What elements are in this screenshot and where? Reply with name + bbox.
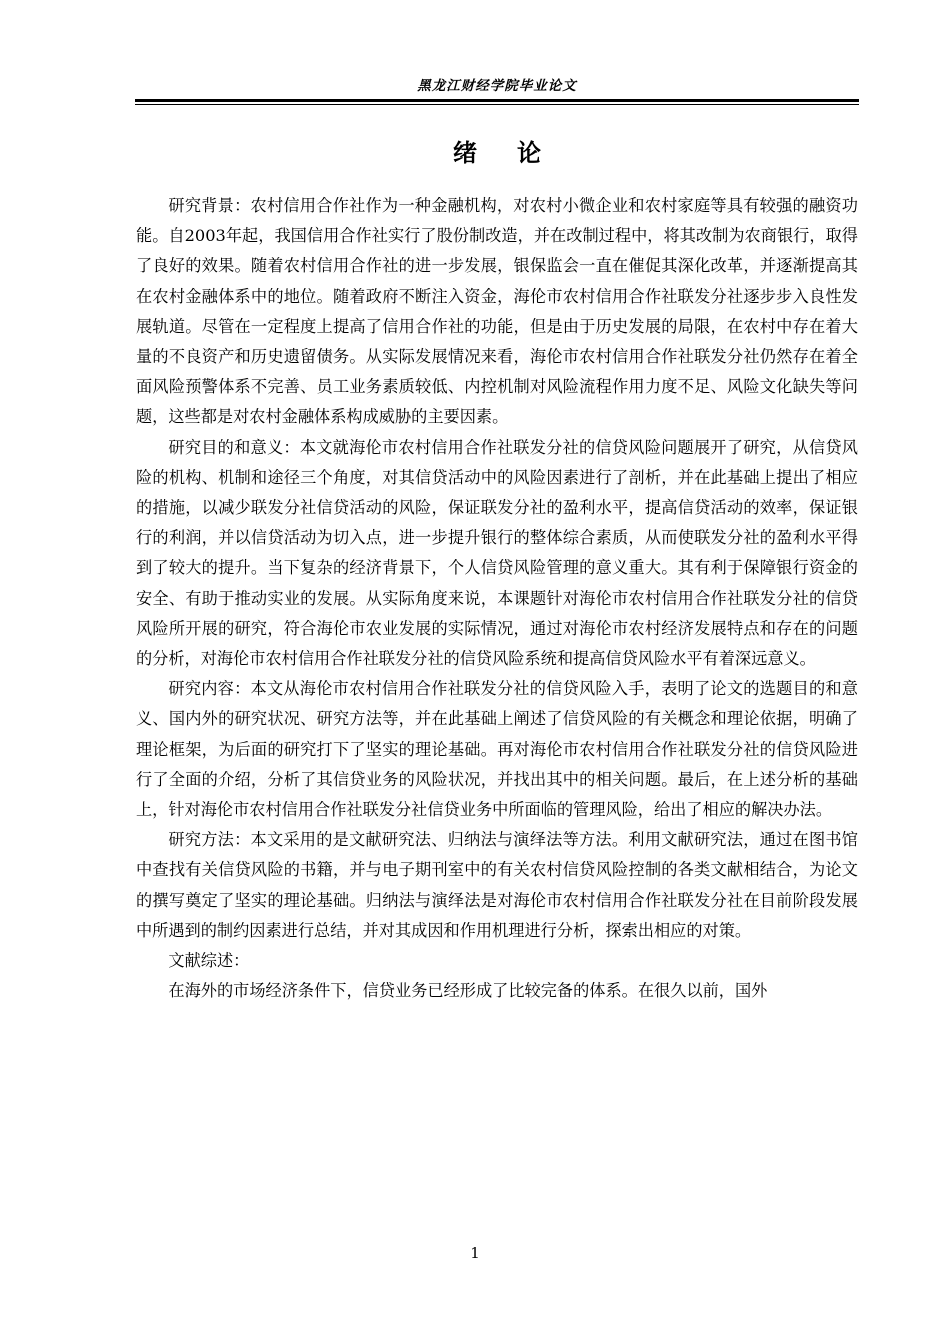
section-title: 绪论	[453, 138, 581, 167]
body-text	[136, 191, 858, 1006]
paragraph-research-method: 研究方法：本文采用的是文献研究法、归纳法与演绎法等方法。利用文献研究法，通过在图书馆中查找有关信贷风险的书籍，并与电子期刊室中的有关农村信贷风险控制的各类文献相结合，为论文的撰写奠定了坚实的理论基础。归纳法与演绎法是对海伦市农村信用合作社联发分社在目前阶段发展中所遇到的制约因素进行总结，并对其成因和作用机理进行分析，探索出相应的对策。	[136, 830, 858, 940]
paragraph-research-background: 研究背景：农村信用合作社作为一种金融机构，对农村小微企业和农村家庭等具有较强的融资功能。自2003年起，我国信用合作社实行了股份制改造，并在改制过程中，将其改制为农商银行，取得了良好的效果。随着农村信用合作社的进一步发展，银保监会一直在催促其深化改革，并逐渐提高其在农村金融体系中的地位。随着政府不断注入资金，海伦市农村信用合作社联发分社逐步步入良性发展轨道。尽管在一定程度上提高了信用合作社的功能，但是由于历史发展的局限，在农村中存在着大量的不良资产和历史遗留债务。从实际发展情况来看，海伦市农村信用合作社联发分社仍然存在着全面风险预警体系不完善、员工业务素质较低、内控机制对风险流程作用力度不足、风险文化缺失等问题，这些都是对农村金融体系构成威胁的主要因素。	[136, 196, 858, 427]
header-rule-thin	[135, 104, 859, 105]
header-title: 黑龙江财经学院毕业论文	[417, 78, 577, 94]
paragraph-research-purpose: 研究目的和意义：本文就海伦市农村信用合作社联发分社的信贷风险问题展开了研究，从信贷风险的机构、机制和途径三个角度，对其信贷活动中的风险因素进行了剖析，并在此基础上提出了相应的措施，以减少联发分社信贷活动的风险，保证联发分社的盈利水平，提高信贷活动的效率，保证银行的利润，并以信贷活动为切入点，进一步提升银行的整体综合素质，从而使联发分社的盈利水平得到了较大的提升。当下复杂的经济背景下，个人信贷风险管理的意义重大。其有利于保障银行资金的安全、有助于推动实业的发展。从实际角度来说，本课题针对海伦市农村信用合作社联发分社的信贷风险所开展的研究，符合海伦市农业发展的实际情况，通过对海伦市农村经济发展特点和存在的问题的分析，对海伦市农村信用合作社联发分社的信贷风险系统和提高信贷风险水平有着深远意义。	[136, 437, 858, 669]
header-rule-thick	[135, 99, 859, 102]
paragraph-literature-start: 在海外的市场经济条件下，信贷业务已经形成了比较完备的体系。在很久以前，国外	[168, 981, 768, 1001]
paragraph-literature-heading: 文献综述：	[168, 951, 250, 971]
page-number: 1	[470, 1244, 480, 1262]
page-header	[135, 76, 859, 106]
paragraph-research-content: 研究内容：本文从海伦市农村信用合作社联发分社的信贷风险入手，表明了论文的选题目的和意义、国内外的研究状况、研究方法等，并在此基础上阐述了信贷风险的有关概念和理论依据，明确了理论框架，为后面的研究打下了坚实的理论基础。再对海伦市农村信用合作社联发分社的信贷风险进行了全面的介绍，分析了其信贷业务的风险状况，并找出其中的相关问题。最后，在上述分析的基础上，针对海伦市农村信用合作社联发分社信贷业务中所面临的管理风险，给出了相应的解决办法。	[136, 679, 858, 820]
